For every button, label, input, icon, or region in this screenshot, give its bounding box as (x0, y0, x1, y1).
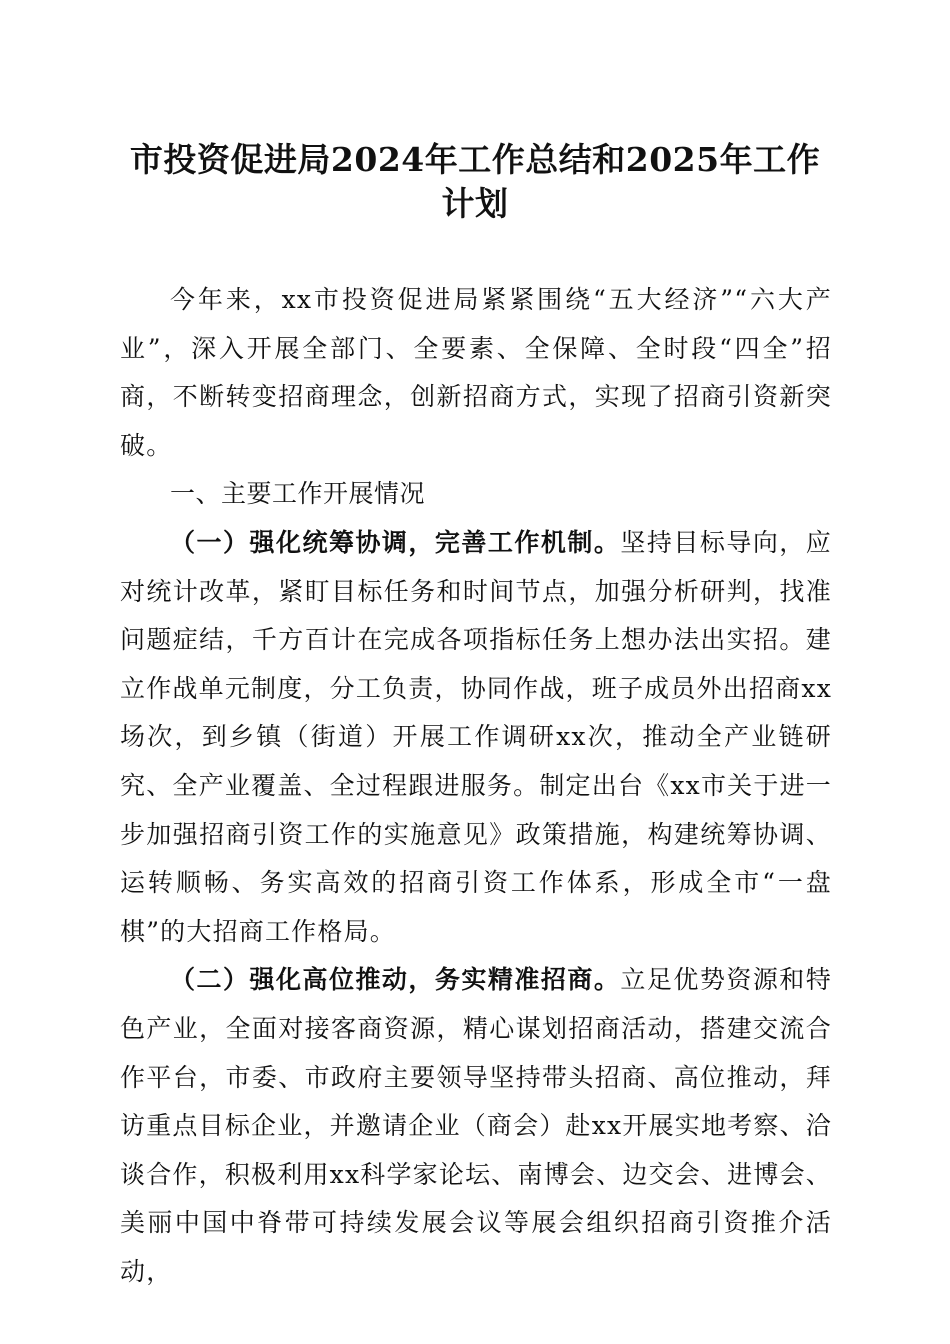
item-2-body: 立足优势资源和特色产业，全面对接客商资源，精心谋划招商活动，搭建交流合作平台，市委、市政府主要领导坚持带头招商、高位推动，拜访重点目标企业，并邀请企业（商会）赴xx开展实地考察、洽谈合作，积极利用xx科学家论坛、南博会、边交会、进博会、美丽中国中脊带可持续发展会议等展会组织招商引资推介活动， (120, 965, 832, 1286)
intro-paragraph: 今年来，xx市投资促进局紧紧围绕“五大经济”“六大产业”，深入开展全部门、全要素、全保障、全时段“四全”招商，不断转变招商理念，创新招商方式，实现了招商引资新突破。 (120, 285, 832, 460)
title-line-1: 市投资促进局2024年工作总结和2025年工作 (129, 140, 821, 179)
section-heading: 一、主要工作开展情况 (170, 479, 426, 509)
item-2-lead: （二）强化高位推动，务实精准招商。 (170, 965, 621, 995)
document-title (100, 138, 850, 226)
document-body (120, 276, 832, 1296)
item-2-paragraph (120, 956, 832, 1296)
item-1-lead: （一）强化统筹协调，完善工作机制。 (170, 527, 621, 557)
item-1-body: 坚持目标导向，应对统计改革，紧盯目标任务和时间节点，加强分析研判，找准问题症结，千方百计在完成各项指标任务上想办法出实招。建立作战单元制度，分工负责，协同作战，班子成员外出招商xx场次，到乡镇（街道）开展工作调研xx次，推动全产业链研究、全产业覆盖、全过程跟进服务。制定出台《xx市关于进一步加强招商引资工作的实施意见》政策措施，构建统筹协调、运转顺畅、务实高效的招商引资工作体系，形成全市“一盘棋”的大招商工作格局。 (120, 527, 832, 946)
item-1-paragraph (120, 519, 832, 956)
title-line-2: 计划 (441, 184, 509, 223)
